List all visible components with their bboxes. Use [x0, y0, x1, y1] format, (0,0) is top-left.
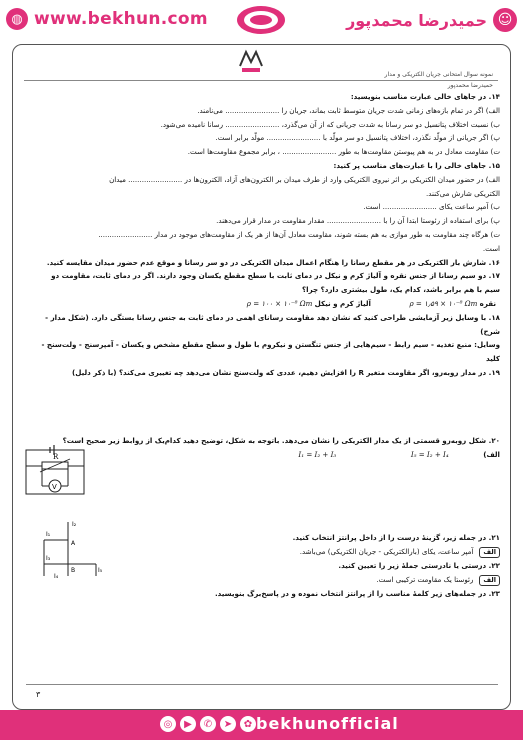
- q18-equipment: وسایل: منبع تغذیه - سیم رابط - سیم‌هایی از جنس تنگستن و نیکروم با طول و سطح مقطع مشخص و یکسان - آمپرسنج - ولت‌سنج -: [41, 340, 500, 350]
- globe-icon: ◍: [6, 8, 28, 30]
- alloy-label: آلیاژ کرم و نیکل: [314, 298, 371, 308]
- q22-statement: الفرئوستا یک مقاومت ترکیبی است.: [30, 573, 500, 587]
- resistor-label: R: [53, 453, 59, 461]
- site-link[interactable]: [6, 8, 208, 30]
- label-b: B: [71, 567, 76, 574]
- q15-t-cont: است.: [482, 243, 500, 253]
- label-i4: I₄: [54, 573, 59, 580]
- label-i5: I₅: [98, 567, 103, 574]
- header-author: حمیدرضا محمدپور: [447, 82, 493, 89]
- label-a: A: [71, 540, 76, 547]
- footer-banner: [0, 710, 523, 740]
- question-19: ۱۹. در مدار روبه‌رو، اگر مقاومت متغیر R را افزایش دهیم، عددی که ولت‌سنج نشان می‌دهد چه تغییری می‌کند؟ (با ذکر دلیل): [72, 367, 500, 377]
- user-icon: ☺: [493, 8, 517, 32]
- q21-tag: الف: [479, 547, 500, 558]
- q21-statement: الفآمپر ساعت، یکای (بارالکتریکی - جریان الکتریکی) می‌باشد.: [30, 545, 500, 559]
- social-icons: [160, 716, 256, 732]
- alloy-resistivity: ρ = ۱۰۰ × ۱۰⁻⁸ Ωm: [246, 298, 313, 308]
- telegram-icon[interactable]: ➤: [220, 716, 236, 732]
- q20-relation-1: I₁ = I₂ + I₃: [298, 449, 337, 459]
- school-logo: [234, 46, 268, 76]
- silver-resistivity: ρ = ۱٫۵۹ × ۱۰⁻⁸ Ωm: [409, 298, 478, 308]
- question-18-cont: شرح): [480, 326, 500, 336]
- question-15: ۱۵. جاهای خالی را با عبارت‌های مناسب پر کنید:: [333, 160, 500, 170]
- q22-tag: الف: [479, 575, 500, 586]
- author-block: [346, 8, 517, 32]
- social-handle[interactable]: bekhunofficial: [256, 714, 399, 733]
- q14-t: ت) مقاومت معادل در به هم پیوستن مقاومت‌ها به طور ........................ ، برابر مجموع مقاومت‌ها است.: [187, 147, 500, 157]
- instagram-icon[interactable]: ◎: [160, 716, 176, 732]
- page-number: ۳: [36, 690, 41, 699]
- q15-b: ب) آمپر ساعت یکای ........................ است.: [363, 202, 500, 212]
- q15-a-cont: الکتریکی شارش می‌کنند.: [426, 188, 500, 198]
- q20-junction-diagram: [34, 518, 108, 582]
- question-14: ۱۴. در جاهای خالی عبارت مناسب بنویسید:: [350, 92, 500, 101]
- question-18: ۱۸. با وسایل زیر آزمایشی طراحی کنید که نشان دهد مقاومت رسانای اهمی در دمای ثابت به جنس رسانا بستگی دارد. (شکل مدار -: [45, 312, 500, 322]
- q20-relations: [30, 448, 500, 462]
- label-i3: I₃: [46, 555, 51, 562]
- header-divider: [24, 80, 498, 81]
- author-name: حمیدرضا محمدپور: [346, 10, 487, 30]
- q19-circuit-diagram: [20, 444, 90, 504]
- question-16: ۱۶. شارش بار الکتریکی در هر مقطع رسانا را هنگام اعمال میدان الکتریکی در دو سر رسانا و موقع عدم حضور میدان مقایسه کنید.: [46, 257, 500, 267]
- silver-label: نقره: [479, 298, 496, 308]
- q15-p: پ) برای استفاده از رئوستا ابتدا آن را با ........................ مقدار مقاومت در مدار قرار می‌دهند.: [216, 216, 500, 226]
- q14-b: ب) نسبت اختلاف پتانسیل دو سر رسانا به شدت جریانی که از آن می‌گذرد، ........................ رسانا نامیده می‌شود.: [160, 119, 500, 129]
- whatsapp-icon[interactable]: ✆: [200, 716, 216, 732]
- q18-equipment-cont: کلید: [485, 354, 500, 364]
- label-i1: I₁: [46, 531, 51, 538]
- youtube-icon[interactable]: ▶: [180, 716, 196, 732]
- q20-relation-2: I₅ = I₂ + I₄: [410, 449, 449, 459]
- question-17-cont: سیم با هم برابر باشد، کدام یک، طول بیشتری دارد؟ چرا؟: [302, 285, 500, 295]
- voltmeter-label: V: [52, 483, 57, 491]
- question-21: ۲۱. در جمله زیر، گزینهٔ درست را از داخل پرانتز انتخاب کنید.: [292, 533, 500, 543]
- bekhun-logo: [228, 2, 294, 38]
- label-i2: I₂: [72, 521, 77, 528]
- question-17: ۱۷. دو سیم رسانا از جنس نقره و آلیاژ کرم و نیکل در دمای ثابت با سطح مقطع یکسان وجود دارند. اگر در دمای ثابت، مقاومت دو: [51, 271, 500, 281]
- question-23: ۲۳. در جمله‌های زیر کلمهٔ مناسب را از پرانتز انتخاب نموده و در پاسخ‌برگ بنویسید.: [214, 588, 500, 598]
- q14-p: پ) اگر جریانی از مولّد نگذرد، اختلاف پتانسیل دو سر مولّد با ........................ مولّد برابر است.: [215, 133, 500, 143]
- q17-materials: [30, 297, 500, 311]
- top-banner: [0, 0, 523, 42]
- aparat-icon[interactable]: ✿: [240, 716, 256, 732]
- question-20: ۲۰. شکل روبه‌رو قسمتی از یک مدار الکتریکی را نشان می‌دهد. باتوجه به شکل، توضیح دهید کدام‌یک از روابط زیر صحیح است؟: [62, 435, 500, 445]
- q15-t: ت) هرگاه چند مقاومت به طور موازی به هم بسته شوند، مقاومت معادل آن‌ها از هر یک از مقاومت‌های موجود در مدار ........................: [98, 229, 500, 239]
- q15-a: الف) در حضور میدان الکتریکی بر اثر نیروی الکتریکی وارد از طرف میدان بر الکترون‌های آزاد، الکترون‌ها در ........................ میدان: [109, 174, 500, 184]
- question-22: ۲۲. درستی یا نادرستی جملهٔ زیر را تعیین کنید.: [338, 560, 500, 570]
- q20-label-alef: الف): [483, 449, 500, 459]
- site-url[interactable]: www.bekhun.com: [34, 9, 208, 29]
- q14-a: الف) اگر در تمام بازه‌های زمانی شدت جریان متوسط ثابت بماند، جریان را ........................ می‌نامند.: [197, 105, 500, 115]
- q19-spacer: [30, 380, 500, 434]
- exam-title: نمونه سوال امتحانی جریان الکتریکی و مدار: [384, 71, 493, 78]
- footer-divider: [26, 684, 498, 685]
